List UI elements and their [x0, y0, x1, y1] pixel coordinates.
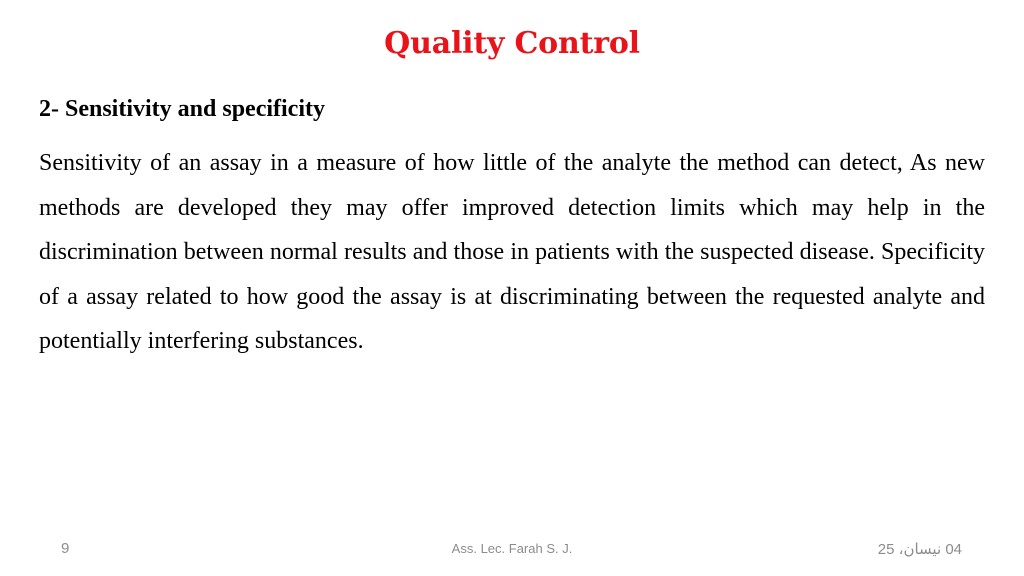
section-heading: 2- Sensitivity and specificity	[39, 96, 325, 122]
footer-author: Ass. Lec. Farah S. J.	[451, 541, 573, 556]
body-paragraph: Sensitivity of an assay in a measure of how little of the analyte the method can detect, As new methods are developed they may offer improved detection limits which may help in the discrimination between normal results and those in patients with the suspected disease. Specificity of a assay related to how good the assay is at discriminating between the requested analyte and potentially interfering substances.	[39, 150, 985, 354]
slide-title: Quality Control	[384, 26, 640, 61]
slide-number: 9	[61, 540, 70, 557]
footer-date: 04 نيسان، 25	[877, 541, 962, 558]
